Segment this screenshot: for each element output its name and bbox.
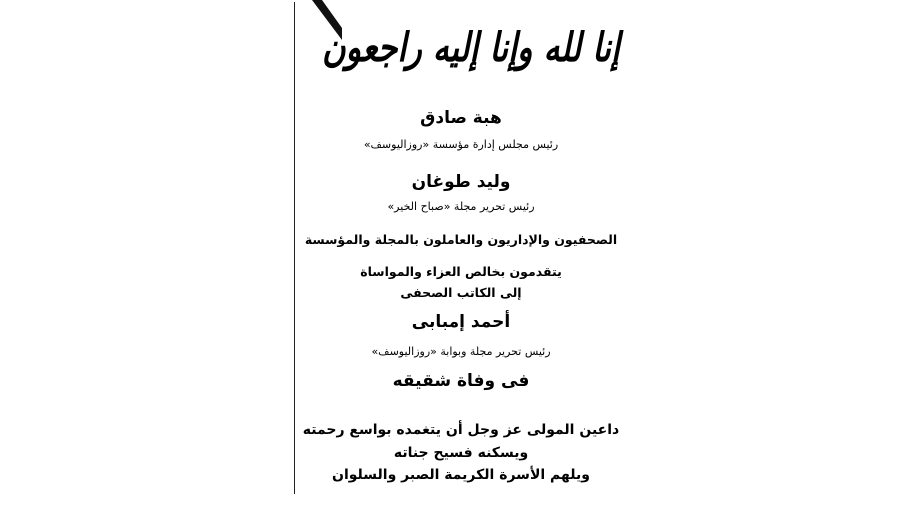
occasion-line: فى وفاة شقيقه [392,371,530,391]
recipient-title: رئيس تحرير مجلة وبوابة «روزاليوسف» [371,345,551,358]
prayer-line-3: ويلهم الأسرة الكريمة الصبر والسلوان [332,467,590,483]
quran-verse-calligraphy [322,8,620,86]
sender-name-2: وليد طوغان [411,172,511,192]
condolence-line-1: يتقدمون بخالص العزاء والمواساة [360,264,562,279]
sender-name-1: هبة صادق [420,108,502,128]
sender-title-1: رئيس مجلس إدارة مؤسسة «روزاليوسف» [363,138,559,151]
recipient-name: أحمد إمبابى [411,312,511,332]
prayer-line-1: داعين المولى عز وجل أن يتغمده بواسع رحمته [302,422,620,438]
prayer-line-2: ويسكنه فسيح جناته [393,445,529,461]
condolence-line-2: إلى الكاتب الصحفى [400,285,522,300]
verse-text: إنا لله وإنا إليه راجعون [322,23,620,71]
sender-title-2: رئيس تحرير مجلة «صباح الخير» [387,200,535,213]
staff-line: الصحفيون والإداريون والعاملون بالمجلة والمؤسسة [304,232,618,247]
